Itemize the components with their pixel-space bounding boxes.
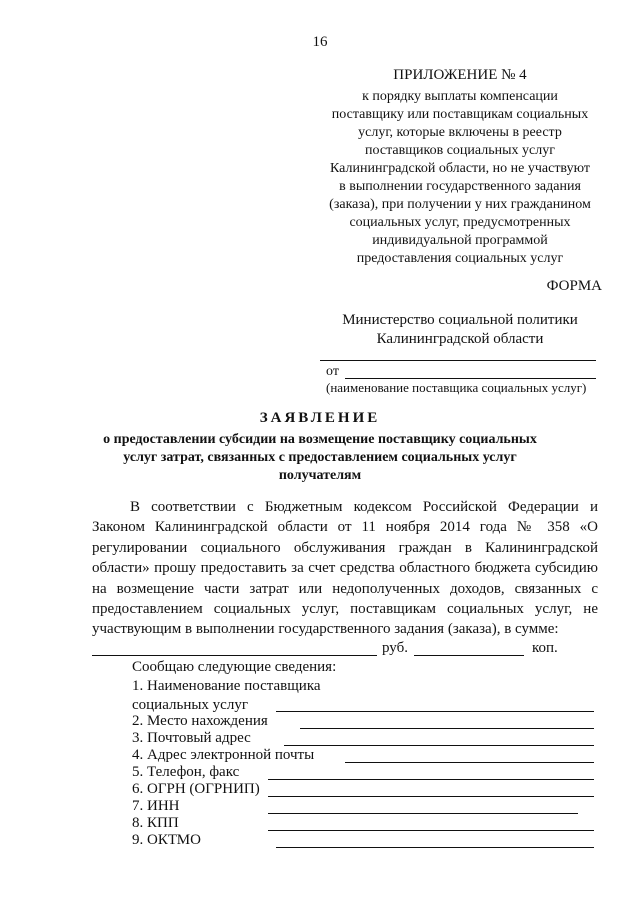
field-label: 4. Адрес электронной почты xyxy=(132,747,315,763)
info-intro: Сообщаю следующие сведения: xyxy=(132,659,337,675)
appendix-line: в выполнении государственного задания xyxy=(339,179,581,194)
field-blank-line[interactable] xyxy=(268,830,594,831)
field-label: 9. ОКТМО xyxy=(132,832,201,848)
subheading-line: получателям xyxy=(278,468,362,483)
field-blank-line[interactable] xyxy=(276,847,594,848)
body-paragraph xyxy=(92,497,598,640)
field-blank-line[interactable] xyxy=(268,796,594,797)
field-blank-line[interactable] xyxy=(345,762,594,763)
appendix-line: к порядку выплаты компенсации xyxy=(362,89,558,104)
field-label: 7. ИНН xyxy=(132,798,180,814)
field-label: 8. КПП xyxy=(132,815,179,831)
appendix-line: услуг, которые включены в реестр xyxy=(358,125,562,140)
field-label: 6. ОГРН (ОГРНИП) xyxy=(132,781,260,797)
kop-label: коп. xyxy=(532,640,558,656)
field-label: 3. Почтовый адрес xyxy=(132,730,251,746)
subheading-line: услуг затрат, связанных с предоставлением социальных услуг xyxy=(123,450,517,465)
sum-kop-blank[interactable] xyxy=(414,655,524,656)
field-blank-line[interactable] xyxy=(276,711,594,712)
recipient-line-2: Калининградской области xyxy=(376,331,544,347)
field-label: 5. Телефон, факс xyxy=(132,764,240,780)
field-blank-line[interactable] xyxy=(268,813,578,814)
document-heading: ЗАЯВЛЕНИЕ xyxy=(259,410,381,426)
field-blank-line[interactable] xyxy=(300,728,594,729)
appendix-line: предоставления социальных услуг xyxy=(356,251,564,266)
from-caption: (наименование поставщика социальных услуг) xyxy=(326,380,587,395)
appendix-line: (заказа), при получении у них гражданином xyxy=(329,197,591,212)
appendix-line: социальных услуг, предусмотренных xyxy=(349,215,571,230)
appendix-line: поставщиков социальных услуг xyxy=(365,143,555,158)
body-text: В соответствии с Бюджетным кодексом Российской Федерации и Законом Калининградской области от 11 ноября 2014 года № 358 «О регулировании социального обслуживания граждан в Калининградской области» прошу предоставить за счет средства областного бюджета субсидию на возмещение части затрат или недополученных доходов, связанных с предоставлением социальных услуг, поставщикам социальных услуг, не участвующим в выполнении государственного задания (заказа), в сумме: xyxy=(92,499,598,638)
from-label: от xyxy=(326,364,339,379)
field-label: социальных услуг xyxy=(132,697,248,713)
appendix-line: поставщику или поставщикам социальных xyxy=(331,107,589,122)
field-blank-line[interactable] xyxy=(284,745,594,746)
appendix-line: индивидуальной программой xyxy=(372,233,548,248)
field-label: 1. Наименование поставщика xyxy=(132,678,321,694)
page-number: 16 xyxy=(312,34,328,50)
field-label: 2. Место нахождения xyxy=(132,713,268,729)
field-blank-line[interactable] xyxy=(268,779,594,780)
appendix-line: Калининградской области, но не участвуют xyxy=(330,161,590,176)
recipient-blank-line[interactable] xyxy=(320,360,596,361)
sum-rub-blank[interactable] xyxy=(92,655,377,656)
appendix-title: ПРИЛОЖЕНИЕ № 4 xyxy=(393,67,527,83)
rub-label: руб. xyxy=(382,640,408,656)
from-blank-line[interactable] xyxy=(345,378,596,379)
recipient-line-1: Министерство социальной политики xyxy=(342,312,578,328)
subheading-line: о предоставлении субсидии на возмещение поставщику социальных xyxy=(103,432,537,447)
form-label: ФОРМА xyxy=(546,278,602,294)
